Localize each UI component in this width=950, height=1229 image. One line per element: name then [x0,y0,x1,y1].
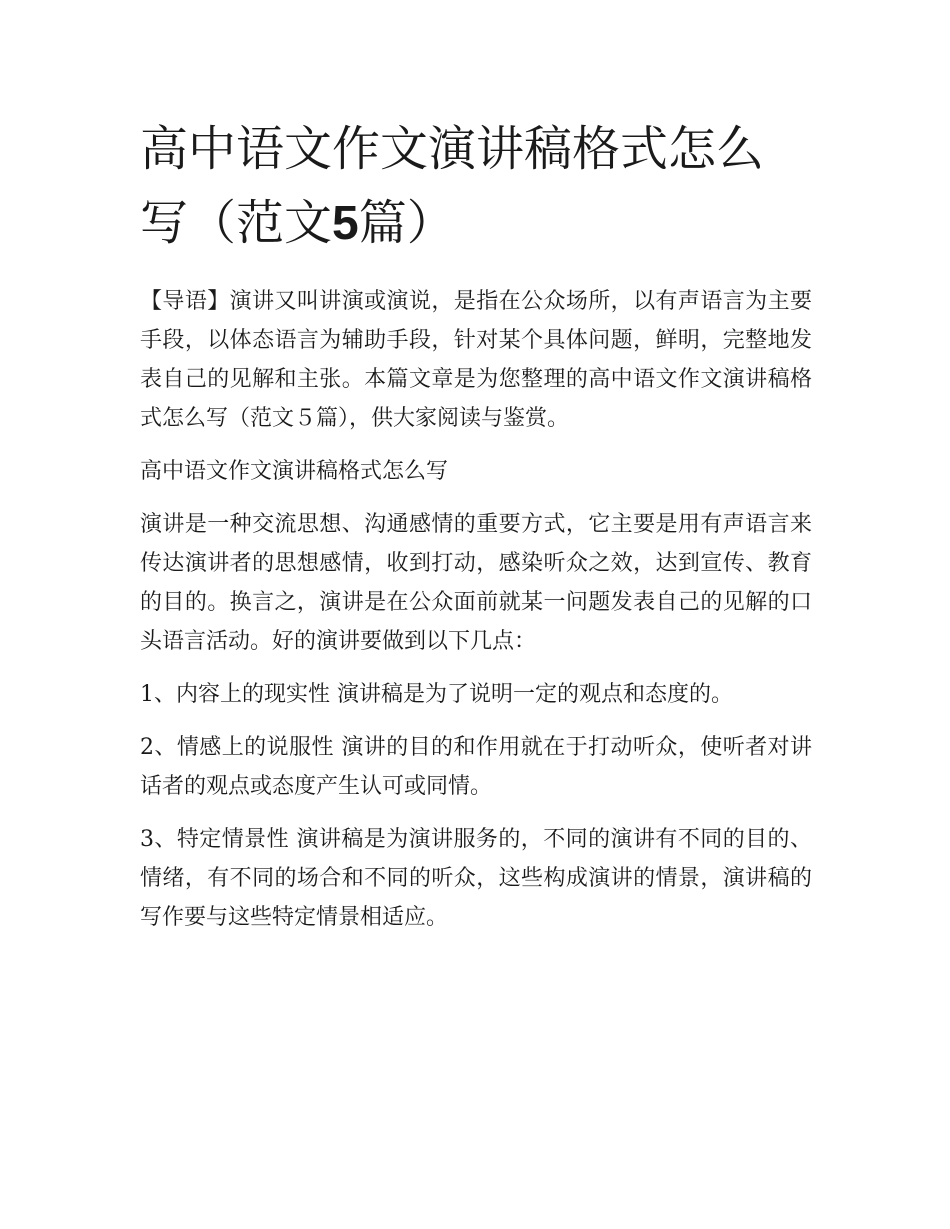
page-title [140,112,820,261]
intro-paragraph: 【导语】演讲又叫讲演或演说，是指在公众场所，以有声语言为主要手段，以体态语言为辅助手段，针对某个具体问题，鲜明，完整地发表自己的见解和主张。本篇文章是为您整理的高中语文作文演讲稿格式怎么写（范文５篇），供大家阅读与鉴赏。 [140,289,812,431]
document-body [140,282,812,951]
body-paragraph: 演讲是一种交流思想、沟通感情的重要方式，它主要是用有声语言来传达演讲者的思想感情，收到打动，感染听众之效，达到宣传、教育的目的。换言之，演讲是在公众面前就某一问题发表自己的见解的口头语言活动。好的演讲要做到以下几点： [140,512,812,654]
section-subheading: 高中语文作文演讲稿格式怎么写 [140,459,449,484]
title-line-1: 高中语文作文演讲稿格式怎么 [140,121,765,177]
title-line-2-prefix: 写（范文 [140,195,333,251]
point-3-paragraph: 3、特定情景性 演讲稿是为演讲服务的，不同的演讲有不同的目的、情绪，有不同的场合和不同的听众，这些构成演讲的情景，演讲稿的写作要与这些特定情景相适应。 [140,827,812,930]
title-line-2-suffix: 篇） [358,195,455,251]
point-2-paragraph: 2、情感上的说服性 演讲的目的和作用就在于打动听众，使听者对讲话者的观点或态度产生认可或同情。 [140,735,812,799]
point-1-paragraph: 1、内容上的现实性 演讲稿是为了说明一定的观点和态度的。 [140,682,733,707]
title-number: 5 [332,197,359,250]
